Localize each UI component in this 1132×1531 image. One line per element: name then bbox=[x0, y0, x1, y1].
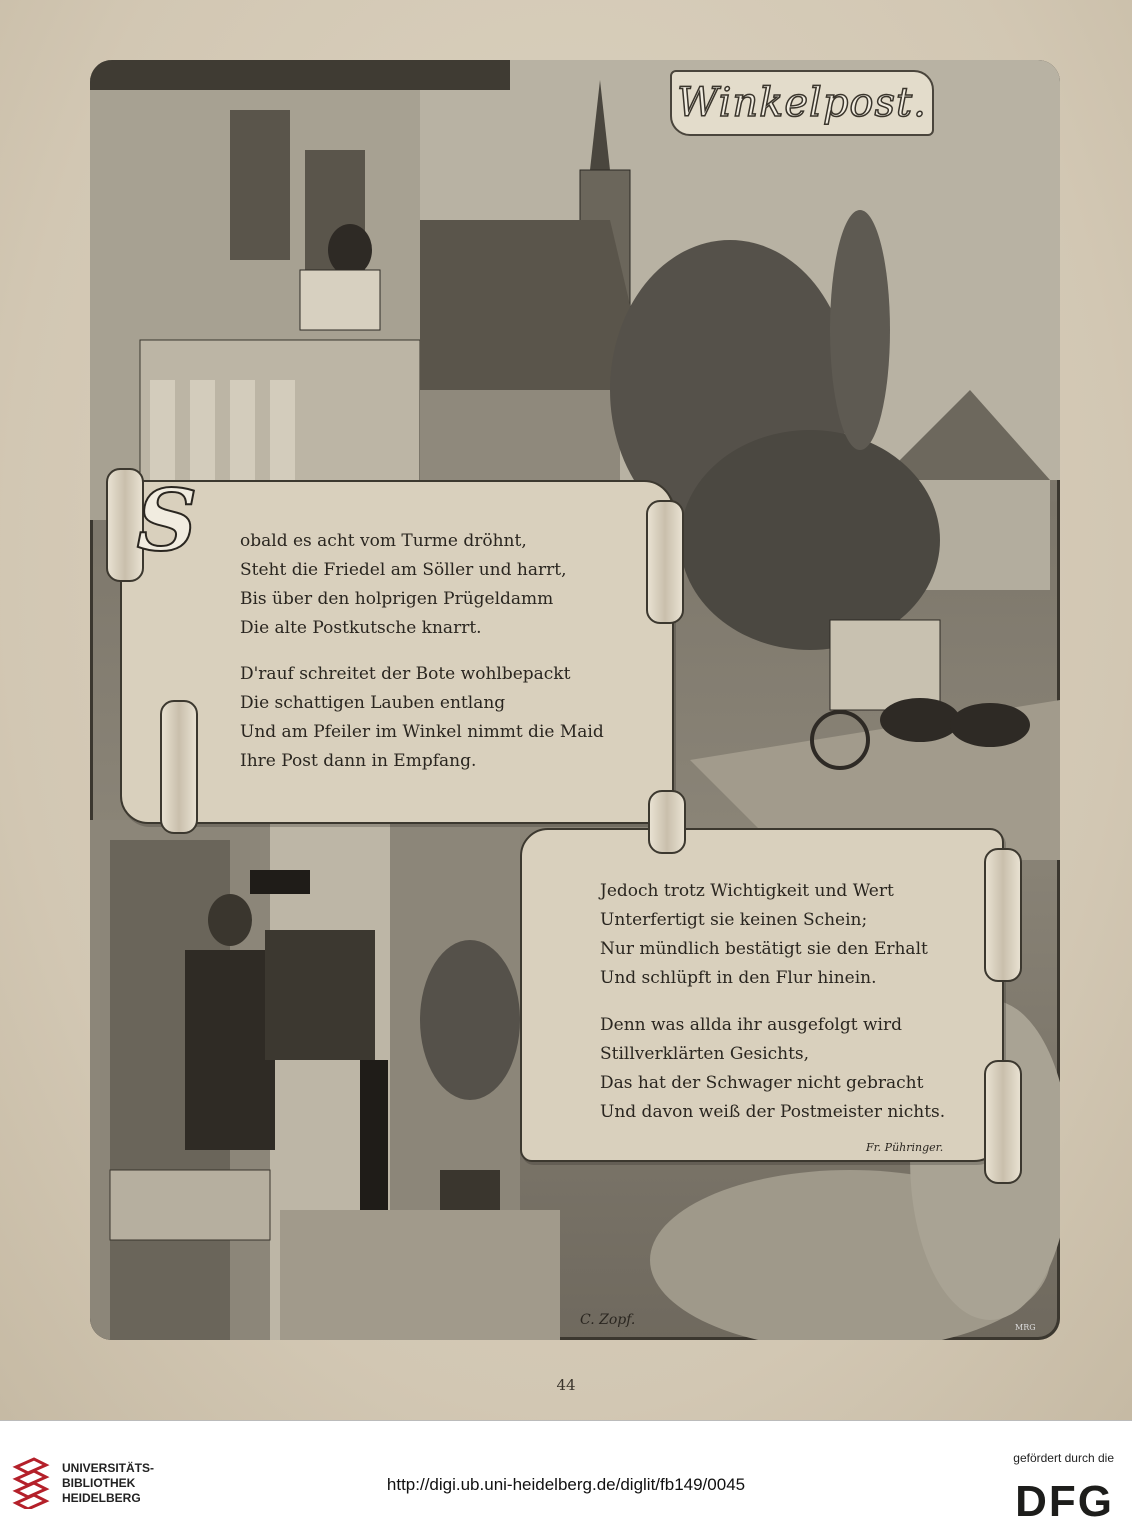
scroll-roll bbox=[984, 848, 1022, 982]
engraver-mark: MRG bbox=[1015, 1323, 1036, 1332]
verse-line: Die schattigen Lauben entlang bbox=[240, 693, 506, 713]
footer-bar bbox=[0, 1420, 1132, 1531]
horse bbox=[880, 698, 960, 742]
scroll-roll bbox=[160, 700, 198, 834]
page-number: 44 bbox=[556, 1376, 576, 1394]
page-title: Winkelpost. bbox=[677, 80, 927, 126]
verse-line: D'rauf schreitet der Bote wohlbepackt bbox=[240, 664, 571, 684]
illustrator-signature: C. Zopf. bbox=[580, 1312, 636, 1328]
library-line: HEIDELBERG bbox=[62, 1491, 141, 1505]
verse-line: Jedoch trotz Wichtigkeit und Wert bbox=[600, 881, 894, 901]
dfg-logo[interactable]: DFG bbox=[1015, 1477, 1114, 1526]
postman-figure bbox=[265, 930, 375, 1060]
verse-line: Und am Pfeiler im Winkel nimmt die Maid bbox=[240, 722, 604, 742]
stanza-1 bbox=[240, 527, 566, 643]
horse bbox=[950, 703, 1030, 747]
post-carriage bbox=[830, 620, 940, 710]
funded-by-label: gefördert durch die bbox=[1013, 1451, 1114, 1465]
title-banner bbox=[670, 70, 934, 136]
stanza-3 bbox=[600, 877, 928, 993]
library-line: UNIVERSITÄTS- bbox=[62, 1461, 155, 1475]
verse-line: Steht die Friedel am Söller und harrt, bbox=[240, 560, 567, 580]
verse-line: Bis über den holprigen Prügeldamm bbox=[240, 589, 554, 609]
scroll-roll bbox=[984, 1060, 1022, 1184]
verse-line: Stillverklärten Gesichts, bbox=[600, 1044, 810, 1064]
poem-author: Fr. Pühringer. bbox=[866, 1141, 944, 1154]
top-hat bbox=[250, 870, 310, 894]
woman-figure bbox=[185, 950, 275, 1150]
scroll-roll bbox=[646, 500, 684, 624]
verse-line: Die alte Postkutsche knarrt. bbox=[240, 618, 482, 638]
verse-line: Ihre Post dann in Empfang. bbox=[240, 751, 477, 771]
verse-line: Nur mündlich bestätigt sie den Erhalt bbox=[600, 939, 928, 959]
verse-line: Und davon weiß der Postmeister nichts. bbox=[600, 1102, 946, 1122]
verse-line: Und schlüpft in den Flur hinein. bbox=[600, 968, 877, 988]
scroll-roll bbox=[648, 790, 686, 854]
verse-line: Denn was allda ihr ausgefolgt wird bbox=[600, 1015, 902, 1035]
library-line: BIBLIOTHEK bbox=[62, 1476, 136, 1490]
drop-cap: S bbox=[136, 471, 198, 570]
verse-line: Das hat der Schwager nicht gebracht bbox=[600, 1073, 924, 1093]
verse-line: obald es acht vom Turme dröhnt, bbox=[240, 531, 527, 551]
source-url-link[interactable]: http://digi.ub.uni-heidelberg.de/diglit/fb149/0045 bbox=[386, 1475, 746, 1494]
stanza-4 bbox=[600, 1011, 945, 1127]
verse-line: Unterfertigt sie keinen Schein; bbox=[600, 910, 868, 930]
stanza-2 bbox=[240, 660, 604, 776]
